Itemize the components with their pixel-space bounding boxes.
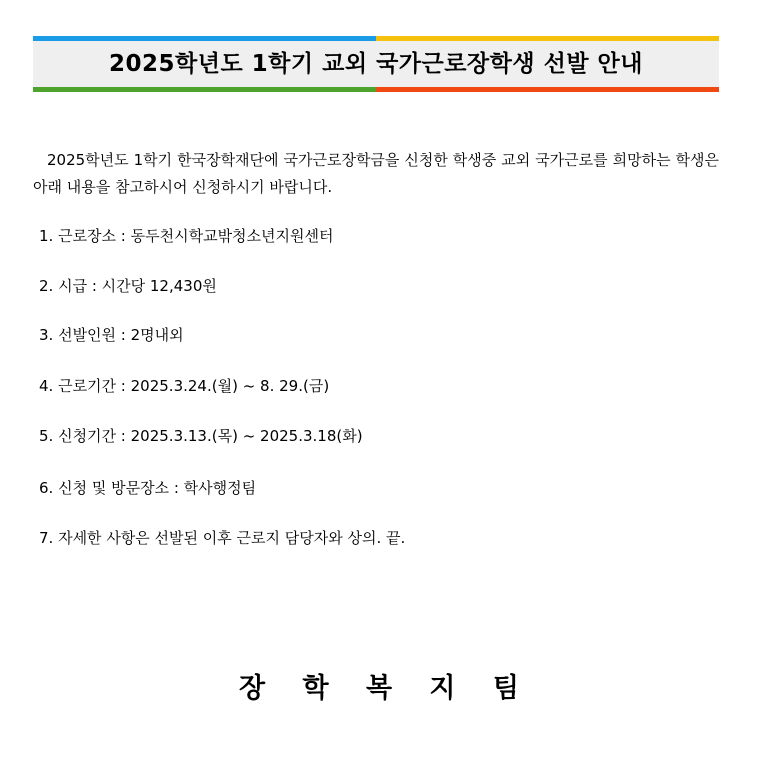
item-hourly-wage: 2. 시급 : 시간당 12,430원 [39, 277, 217, 295]
item-application-period: 5. 신청기간 : 2025.3.13.(목) ~ 2025.3.18(화) [39, 427, 363, 445]
signature-department: 장 학 복 지 팀 [238, 673, 533, 704]
item-work-period: 4. 근로기간 : 2025.3.24.(월) ~ 8. 29.(금) [39, 377, 330, 395]
document-title: 2025학년도 1학기 교외 국가근로장학생 선발 안내 [109, 51, 643, 77]
title-bar-bottom-left [33, 87, 376, 92]
item-application-place: 6. 신청 및 방문장소 : 학사행정팀 [39, 479, 257, 497]
item-work-location: 1. 근로장소 : 동두천시학교밖청소년지원센터 [39, 227, 334, 245]
title-bar-bottom-right [376, 87, 719, 92]
item-details: 7. 자세한 사항은 선발된 이후 근로지 담당자와 상의. 끝. [39, 529, 406, 547]
title-box [33, 36, 719, 92]
item-selection-count: 3. 선발인원 : 2명내외 [39, 326, 184, 344]
intro-paragraph: 2025학년도 1학기 한국장학재단에 국가근로장학금을 신청한 학생중 교외 국가근로를 희망하는 학생은 아래 내용을 참고하시어 신청하시기 바랍니다. [33, 151, 719, 196]
